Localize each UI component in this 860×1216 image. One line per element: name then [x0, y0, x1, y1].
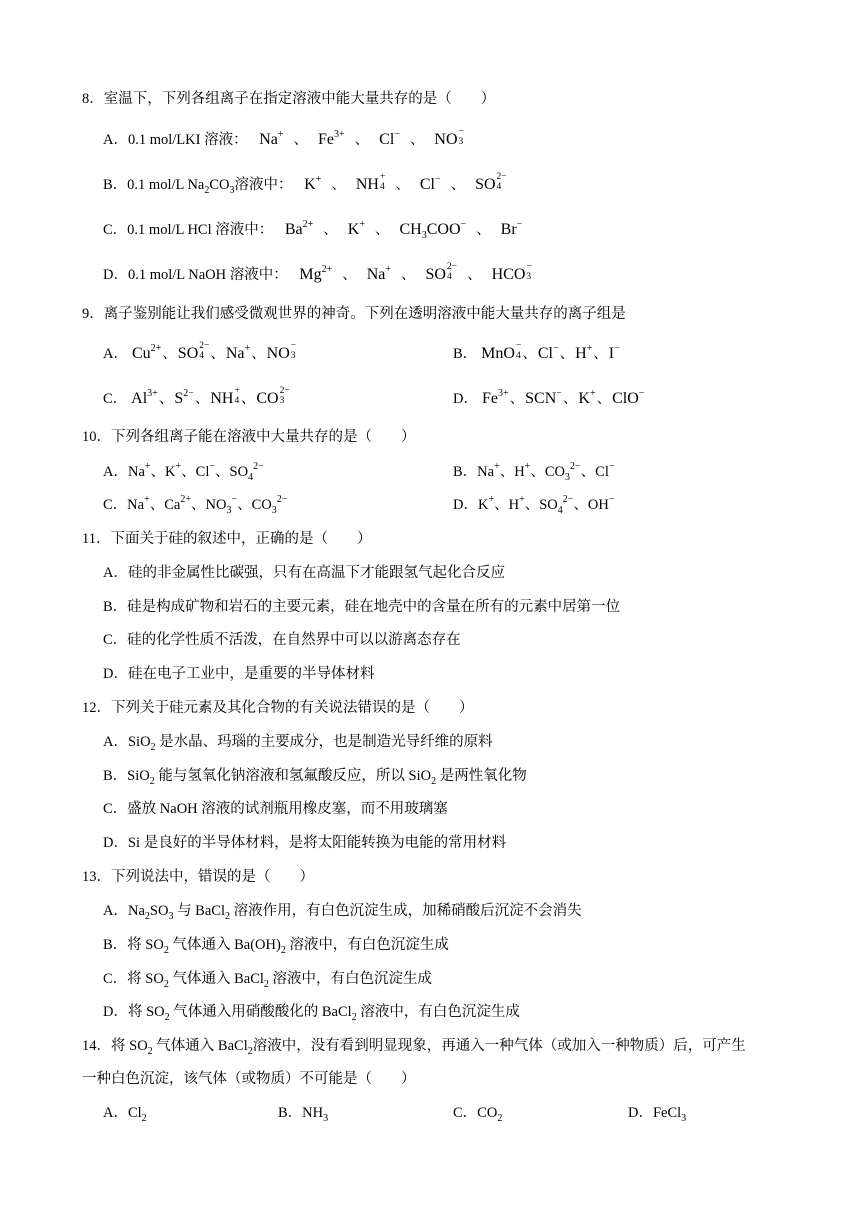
q14-option-c: C．$CO_2$	[453, 1105, 503, 1124]
q8-b-label: B．0.1 mol/L Na	[103, 177, 205, 193]
q14-stem-part2: 气体通入 BaCl	[156, 1038, 248, 1054]
q10-option-d: D．K+、H+、$SO_4^{2-}$、OH−	[453, 494, 615, 516]
q14-option-d: D．FeCl$_3$	[628, 1105, 687, 1124]
q14-d-text: D．FeCl	[628, 1105, 682, 1121]
q10-option-a: A．Na+、K+、Cl−、$SO_4^{2-}$	[103, 461, 264, 483]
q13-option-c: C．将 $SO_2$ 气体通入 BaCl$_2$ 溶液中，有白色沉淀生成	[103, 971, 433, 990]
q8-option-d: D．0.1 mol/L NaOH 溶液中： $Mg^{2+}$ 、 Na+ 、 SO 2− 4 、 HCO − 3	[103, 262, 532, 283]
q13-b-text3: 溶液中，有白色沉淀生成	[289, 937, 449, 953]
q9-option-a: A． $Cu^{2+}$、SO 2− 4 、Na+、NO − 3	[103, 341, 297, 362]
q14-stem-part3: 溶液中，没有看到明显现象，再通入一种气体（或加入一种物质）后，可产生	[252, 1038, 746, 1054]
q8-d-label: D．0.1 mol/L NaOH 溶液中：	[103, 267, 288, 283]
q10-c-label: C．	[103, 497, 128, 513]
q14-stem-line2: 一种白色沉淀，该气体（或物质）不可能是（ ）	[82, 1071, 416, 1087]
q12-b-text2: 是两性氧化物	[439, 768, 527, 784]
q11-stem: 11．下面关于硅的叙述中，正确的是（ ）	[82, 531, 372, 547]
q10-a-label: A．	[103, 464, 128, 480]
q9-c-label: C．	[103, 391, 128, 407]
q8-option-b: B．0.1 mol/L $Na_2CO_3$溶液中： K+ 、 NH + 4 、 Cl− 、 SO 2− 4	[103, 172, 507, 196]
q12-stem: 12．下列关于硅元素及其化合物的有关说法错误的是（ ）	[82, 700, 474, 716]
q12-option-d: D．Si 是良好的半导体材料，是将太阳能转换为电能的常用材料	[103, 835, 507, 851]
q8-a-label: A．0.1 mol/LKI 溶液：	[103, 132, 248, 148]
q9-stem: 9．离子鉴别能让我们感受微观世界的神奇。下列在透明溶液中能大量共存的离子组是	[82, 306, 626, 322]
q12-option-b: B．SiO$_2$ 能与氢氧化钠溶液和氢氟酸反应，所以 SiO$_2$ 是两性氧化物	[103, 768, 527, 787]
q8-c-label: C．0.1 mol/L HCl 溶液中：	[103, 222, 274, 238]
q12-b-text1: 能与氢氧化钠溶液和氢氟酸反应，所以 SiO	[158, 768, 432, 784]
q14-option-b: B．$NH_3$	[278, 1105, 329, 1124]
q12-option-a: A．SiO$_2$ 是水晶、玛瑙的主要成分，也是制造光导纤维的原料	[103, 734, 493, 753]
q13-a-text2: 溶液作用，有白色沉淀生成，加稀硝酸后沉淀不会消失	[233, 903, 582, 919]
q13-b-text1: B．将 SO	[103, 937, 164, 953]
q13-c-text1: C．将 SO	[103, 971, 164, 987]
q9-a-label: A．	[103, 346, 128, 362]
q14-stem-part1: 14．将 SO	[82, 1038, 148, 1054]
q14-b-text: B．NH	[278, 1105, 324, 1121]
q8-option-c: C．0.1 mol/L HCl 溶液中： $Ba^{2+}$ 、 K+ 、 $CH_3COO^-$ 、 Br−	[103, 218, 523, 242]
q13-a-text1: 与 BaCl	[177, 903, 225, 919]
q14-c-text: C．CO	[453, 1105, 498, 1121]
q9-option-c: C． $Al^{3+}$、$S^{2-}$、NH + 4 、CO 2− 3	[103, 386, 290, 407]
q8-b-label3: 溶液中：	[234, 177, 293, 193]
q10-stem: 10．下列各组离子能在溶液中大量共存的是（ ）	[82, 429, 416, 445]
q13-stem: 13．下列说法中，错误的是（ ）	[82, 869, 314, 885]
q13-option-d: D．将 $SO_2$ 气体通入用硝酸酸化的 BaCl$_2$ 溶液中，有白色沉淀生成	[103, 1004, 520, 1023]
q8-b-label2: CO	[209, 177, 230, 193]
q10-b-label: B．	[453, 464, 478, 480]
q13-option-a: A．$Na_2SO_3$ 与 BaCl$_2$ 溶液作用，有白色沉淀生成，加稀硝酸后沉淀不会消失	[103, 903, 582, 922]
q9-option-b: B． MnO − 4 、Cl−、H+、I−	[453, 341, 620, 362]
q10-d-label: D．	[453, 497, 478, 513]
q13-c-text3: 溶液中，有白色沉淀生成	[272, 971, 433, 987]
q13-c-text2: 气体通入 BaCl	[172, 971, 264, 987]
q11-option-d: D．硅在电子工业中，是重要的半导体材料	[103, 666, 375, 682]
q13-b-text2: 气体通入 Ba(OH)	[172, 937, 281, 953]
q14-a-text: A．Cl	[103, 1105, 142, 1121]
q9-b-label: B．	[453, 346, 478, 362]
q9-d-label: D．	[453, 391, 478, 407]
q13-d-text2: 气体通入用硝酸酸化的 BaCl	[173, 1004, 352, 1020]
q14-stem-line1: 14．将 $SO_2$ 气体通入 BaCl$_2$溶液中，没有看到明显现象，再通入一种气体（或加入一种物质）后，可产生	[82, 1038, 746, 1057]
q12-a-text: 是水晶、玛瑙的主要成分，也是制造光导纤维的原料	[159, 734, 493, 750]
q8-stem: 8．室温下，下列各组离子在指定溶液中能大量共存的是（ ）	[82, 91, 496, 107]
q11-option-c: C．硅的化学性质不活泼，在自然界中可以以游离态存在	[103, 632, 461, 648]
q13-option-b: B．将 $SO_2$ 气体通入 $Ba(OH)_2$ 溶液中，有白色沉淀生成	[103, 937, 449, 956]
q11-option-b: B．硅是构成矿物和岩石的主要元素，硅在地壳中的含量在所有的元素中居第一位	[103, 599, 621, 615]
q8-option-a: A．0.1 mol/LKI 溶液： Na+ 、 $Fe^{3+}$ 、 Cl− 、 NO − 3	[103, 127, 464, 148]
q9-option-d: D． $Fe^{3+}$、SCN−、K+、ClO−	[453, 387, 645, 407]
q13-d-text3: 溶液中，有白色沉淀生成	[360, 1004, 520, 1020]
q10-option-c: C．Na+、$Ca^{2+}$、$NO_3^-$、$CO_3^{2-}$	[103, 494, 288, 516]
q12-option-c: C．盛放 NaOH 溶液的试剂瓶用橡皮塞，而不用玻璃塞	[103, 801, 448, 817]
q11-option-a: A．硅的非金属性比碳强，只有在高温下才能跟氢气起化合反应	[103, 565, 505, 581]
q13-d-text1: D．将 SO	[103, 1004, 165, 1020]
q14-option-a: A．$Cl_2$	[103, 1105, 147, 1124]
q10-option-b: B．Na+、H+、$CO_3^{2-}$、Cl−	[453, 461, 615, 483]
